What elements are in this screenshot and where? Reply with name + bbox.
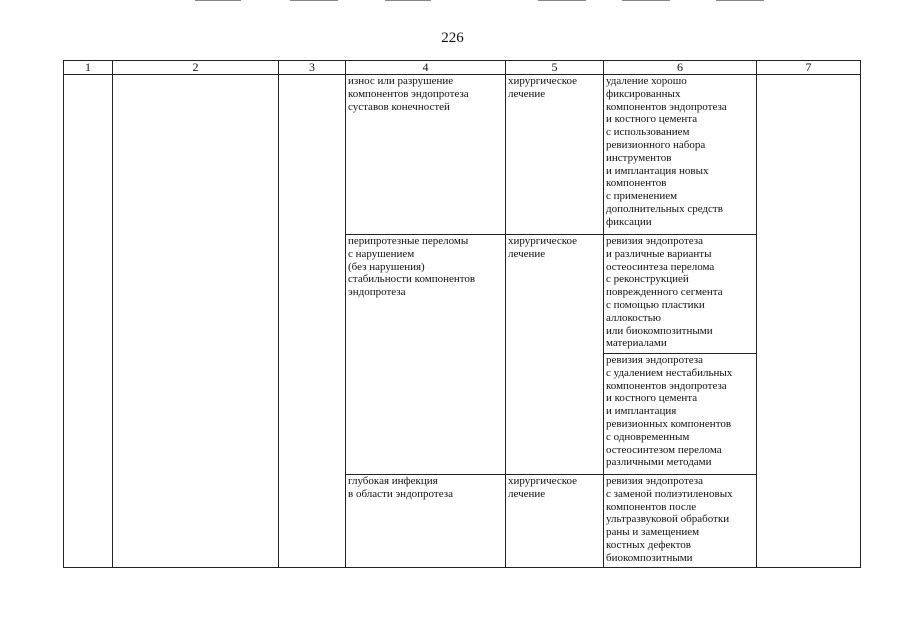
condition-cell xyxy=(346,235,506,475)
page-number: 226 xyxy=(441,30,464,46)
method-text: ревизия эндопротеза с заменой полиэтиленовых компонентов после ультразвуковой обработки раны и замещением костных дефектов биокомпозитными xyxy=(606,475,733,564)
column-number: 3 xyxy=(279,61,346,75)
procedures-table xyxy=(63,60,861,568)
treatment-type-cell xyxy=(506,475,604,568)
empty-cell xyxy=(279,75,346,568)
column-number: 4 xyxy=(346,61,506,75)
condition-cell xyxy=(346,475,506,568)
table-row xyxy=(64,75,861,235)
method-cell xyxy=(604,475,757,568)
empty-cell xyxy=(113,75,279,568)
scan-edge-line xyxy=(385,0,431,1)
empty-cell xyxy=(64,75,113,568)
empty-cell xyxy=(757,75,861,568)
treatment-type-text: хирургическое лечение xyxy=(508,475,578,500)
column-number: 2 xyxy=(113,61,279,75)
condition-text: износ или разрушение компонентов эндопротеза суставов конечностей xyxy=(348,75,469,113)
column-number-row xyxy=(64,61,861,75)
scan-edge-line xyxy=(622,0,670,1)
method-text: ревизия эндопротеза с удалением нестабильных компонентов эндопротеза и костного цемента и имплантация ревизионных компонентов с одновременным остеосинтезом перелома различными методами xyxy=(606,354,733,469)
treatment-type-cell xyxy=(506,235,604,475)
condition-text: перипротезные переломы с нарушением (без нарушения) стабильности компонентов эндопротеза xyxy=(348,235,476,299)
column-number: 5 xyxy=(506,61,604,75)
column-number: 7 xyxy=(757,61,861,75)
column-number: 6 xyxy=(604,61,757,75)
method-cell xyxy=(604,354,757,475)
treatment-type-text: хирургическое лечение xyxy=(508,75,578,100)
condition-cell xyxy=(346,75,506,235)
method-cell xyxy=(604,235,757,354)
method-cell xyxy=(604,75,757,235)
scan-edge-line xyxy=(290,0,338,1)
scan-edge-line xyxy=(538,0,586,1)
method-text: удаление хорошо фиксированных компонентов эндопротеза и костного цемента с использованием ревизионного набора инструментов и имплантация новых компонентов с применением дополнительных средств фиксации xyxy=(606,75,727,228)
method-text: ревизия эндопротеза и различные варианты остеосинтеза перелома с реконструкцией поврежденного сегмента с помощью пластики аллокостью или биокомпозитными материалами xyxy=(606,235,723,350)
scan-edge-line xyxy=(716,0,764,1)
condition-text: глубокая инфекция в области эндопротеза xyxy=(348,475,453,500)
treatment-type-cell xyxy=(506,75,604,235)
scan-edge-line xyxy=(195,0,241,1)
treatment-type-text: хирургическое лечение xyxy=(508,235,578,260)
column-number: 1 xyxy=(64,61,113,75)
